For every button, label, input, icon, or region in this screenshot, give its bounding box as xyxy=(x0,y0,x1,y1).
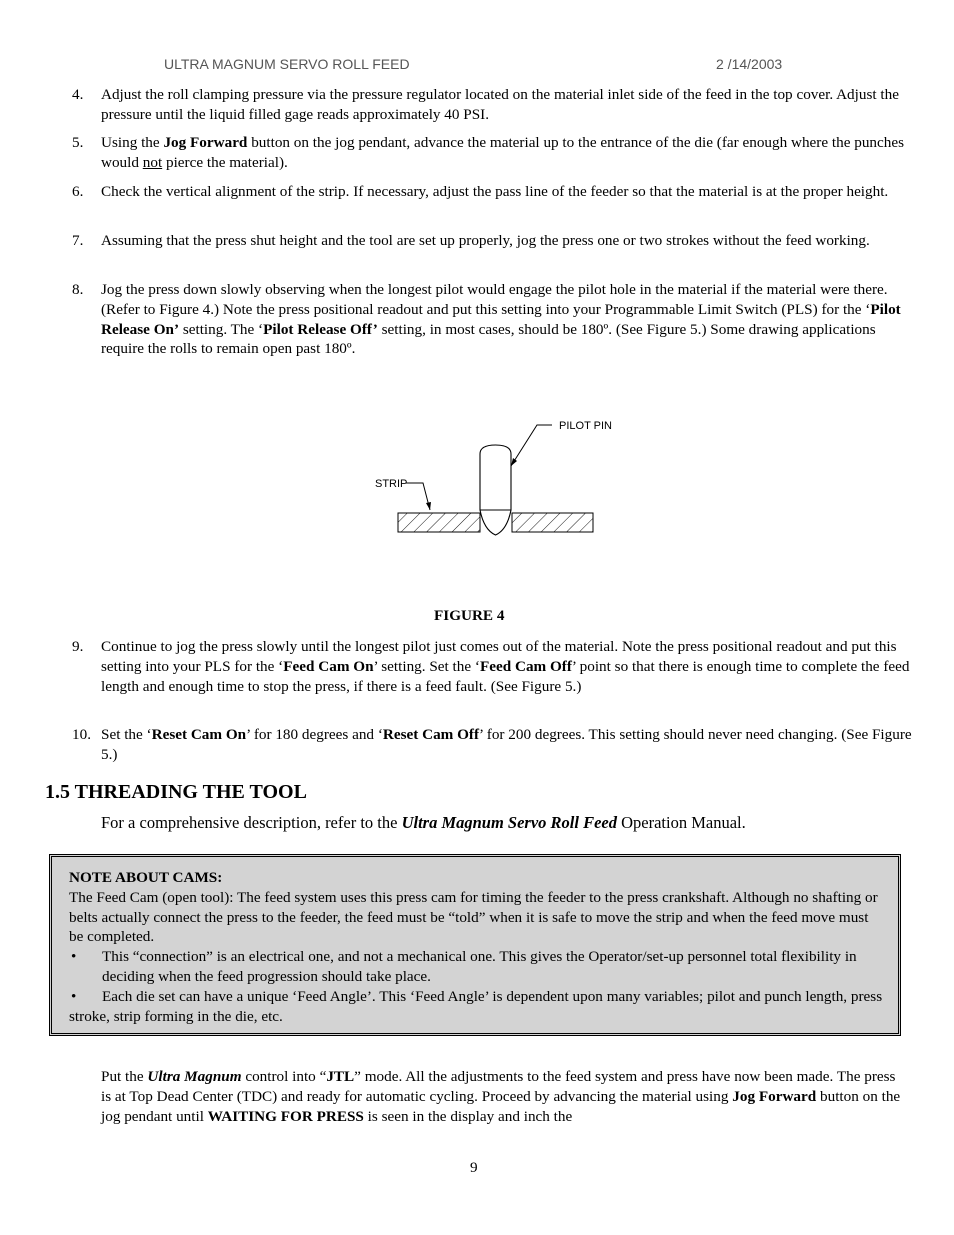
running-header-date: 2 /14/2003 xyxy=(716,56,783,72)
note-body: The Feed Cam (open tool): The feed system uses this press cam for timing the feeder to the press crankshaft. Although no shafting or belts actually connect the press to the feeder, the feed must be “told” when it is safe to move the strip and when the feed move must be completed. xyxy=(69,888,878,946)
step-6 xyxy=(72,182,912,202)
step-number: 5. xyxy=(72,134,84,151)
step-text: Continue to jog the press slowly until the longest pilot just comes out of the material. Note the press positional readout and put this setting into your PLS for the ‘Feed Cam On’ setting. Set the ‘Feed Cam Off’ point so that there is enough time to complete the feed length and enough time to stop the press, if there is a feed fault. (See Figure 5.) xyxy=(101,638,910,695)
pilot-pin-diagram xyxy=(370,410,630,545)
step-text: Check the vertical alignment of the strip. If necessary, adjust the pass line of the feeder so that the material is at the proper height. xyxy=(101,183,889,200)
bullet-icon: • xyxy=(71,948,77,966)
step-text: Using the Jog Forward button on the jog pendant, advance the material up to the entrance of the die (far enough where the punches would not pierce the material). xyxy=(101,134,905,171)
note-bullet: • This “connection” is an electrical one, and not a mechanical one. This gives the Operator/set-up personnel total flexibility in deciding when the feed progression should take place. xyxy=(71,948,857,985)
bullet-icon: • xyxy=(71,987,77,1005)
section-intro: For a comprehensive description, refer to the Ultra Magnum Servo Roll Feed Operation Manual. xyxy=(101,813,746,832)
strip-label: STRIP xyxy=(375,478,408,490)
strip-right-plate xyxy=(512,513,593,532)
step-number: 9. xyxy=(72,638,84,655)
step-4 xyxy=(72,85,912,125)
step-number: 7. xyxy=(72,232,84,249)
strip-left-plate xyxy=(398,513,480,532)
figure-caption: FIGURE 4 xyxy=(434,607,505,624)
step-7 xyxy=(72,231,912,251)
strip-leader xyxy=(406,483,430,510)
step-text: Adjust the roll clamping pressure via the pressure regulator located on the material inlet side of the feed in the top cover. Adjust the pressure until the liquid filled gage reads approximately 40 PSI. xyxy=(101,86,899,123)
pilot-pin-leader xyxy=(511,425,552,466)
note-bullet: • Each die set can have a unique ‘Feed Angle’. This ‘Feed Angle’ is dependent upon many variables; pilot and punch length, press stroke, strip forming in the die, etc. xyxy=(69,987,883,1025)
step-text: Set the ‘Reset Cam On’ for 180 degrees and ‘Reset Cam Off’ for 200 degrees. This setting should never need changing. (See Figure 5.) xyxy=(101,726,912,763)
step-10 xyxy=(72,725,912,765)
step-5 xyxy=(72,133,912,173)
step-text: Jog the press down slowly observing when the longest pilot would engage the pilot hole in the material if the material were there. (Refer to Figure 4.) Note the press positional readout and put this setting into your Programmable Limit Switch (PLS) for the ‘Pilot Release On’ setting. The ‘Pilot Release Off’ setting, in most cases, should be 180º. (See Figure 5.) Some drawing applications require the rolls to remain open past 180º. xyxy=(101,281,901,358)
note-title: NOTE ABOUT CAMS: xyxy=(69,869,223,886)
step-8 xyxy=(72,280,912,359)
step-number: 10. xyxy=(72,726,91,743)
step-number: 4. xyxy=(72,86,84,103)
step-9 xyxy=(72,637,912,696)
section-heading: 1.5 THREADING THE TOOL xyxy=(45,781,307,803)
closing-paragraph: Put the Ultra Magnum control into “JTL” mode. All the adjustments to the feed system and press have now been made. The press is at Top Dead Center (TDC) and ready for automatic cycling. Proceed by advancing the material using Jog Forward button on the jog pendant until WAITING FOR PRESS is seen in the display and inch the xyxy=(101,1068,901,1125)
running-header-title: ULTRA MAGNUM SERVO ROLL FEED xyxy=(164,56,410,72)
pilot-pin xyxy=(480,445,511,535)
note-about-cams-box xyxy=(49,854,901,1036)
step-number: 8. xyxy=(72,281,84,298)
page-number: 9 xyxy=(470,1159,478,1176)
step-text: Assuming that the press shut height and the tool are set up properly, jog the press one or two strokes without the feed working. xyxy=(101,232,870,249)
step-number: 6. xyxy=(72,183,84,200)
pilot-pin-label: PILOT PIN xyxy=(559,420,612,432)
